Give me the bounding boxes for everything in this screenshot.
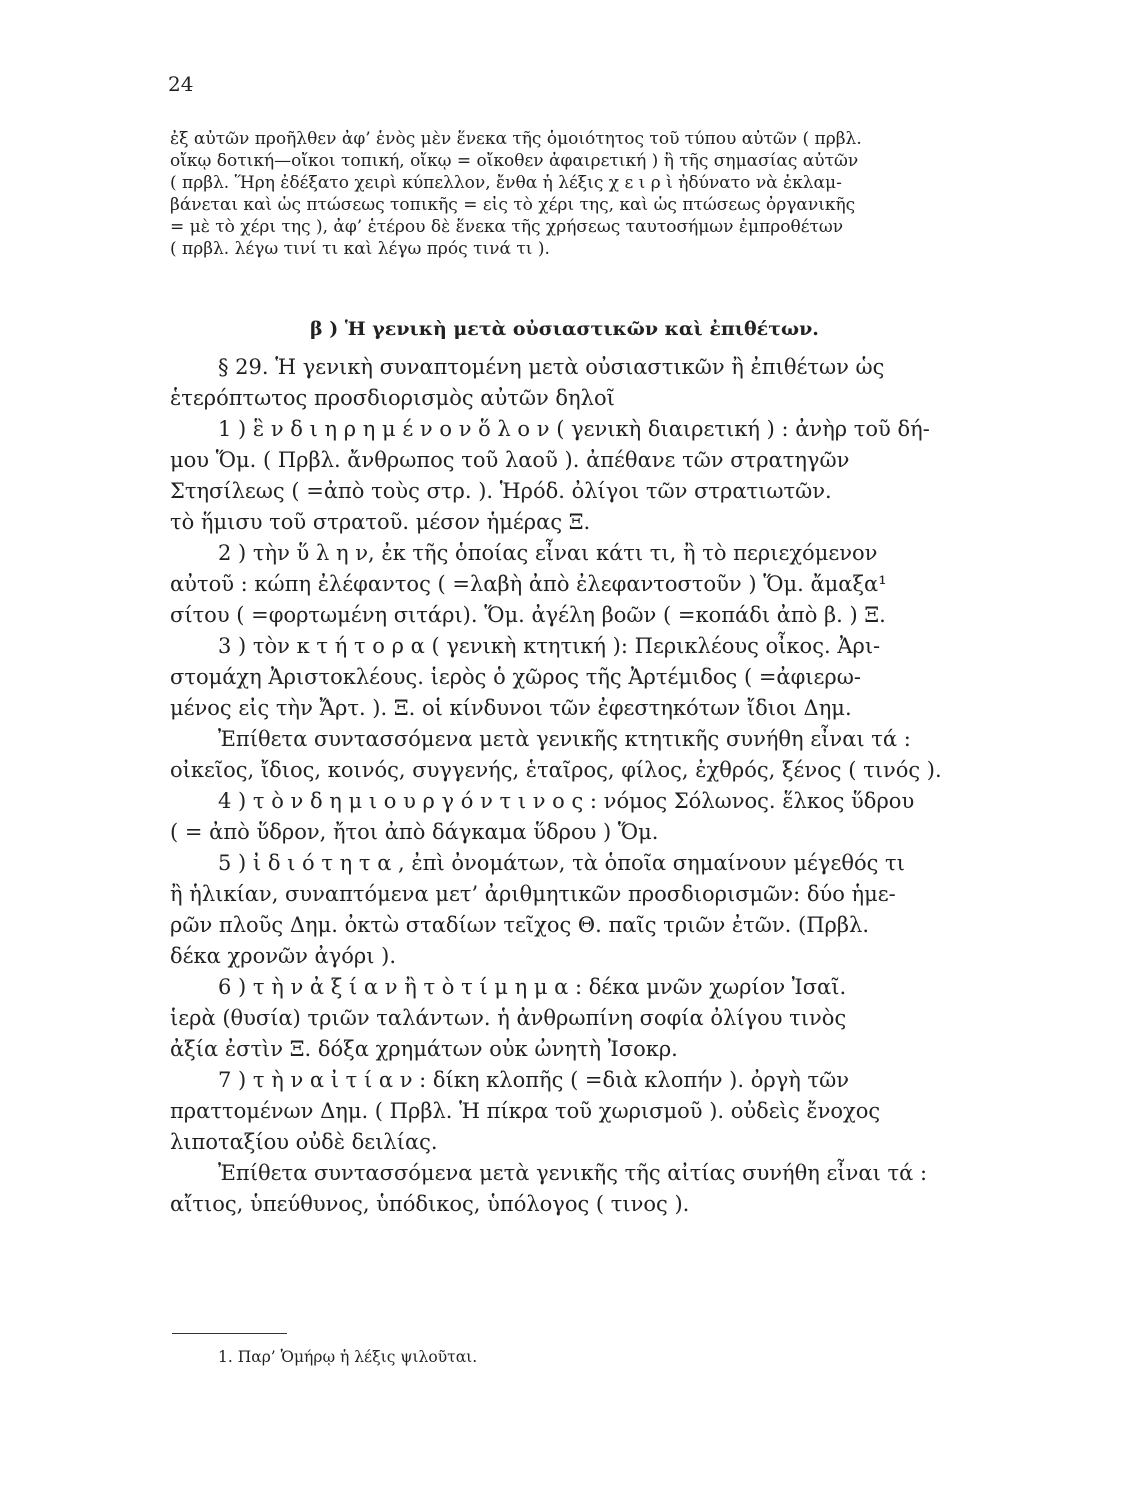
text-line: ( πρβλ. Ἥρη ἐδέξατο χειρὶ κύπελλον, ἔνθα ἡ λέξις χ ε ι ρ ὶ ἠδύνατο νὰ ἐκλαμ- (170, 173, 842, 193)
footnote-rule (172, 1333, 287, 1334)
text-line: Στησίλεως ( =ἀπὸ τοὺς στρ. ). Ἡρόδ. ὀλίγοι τῶν στρατιωτῶν. (170, 479, 832, 503)
text-line: ἀξία ἐστὶν Ξ. δόξα χρημάτων οὐκ ὠνητὴ Ἰσοκρ. (170, 1037, 678, 1061)
text-line: οἰκεῖος, ἴδιος, κοινός, συγγενής, ἑταῖρος, φίλος, ἐχθρός, ξένος ( τινός ). (170, 758, 942, 782)
text-line: ρῶν πλοῦς Δημ. ὀκτὼ σταδίων τεῖχος Θ. παῖς τριῶν ἐτῶν. (Πρβλ. (170, 913, 869, 937)
text-line: ἱερὰ (θυσία) τριῶν ταλάντων. ἡ ἀνθρωπίνη σοφία ὀλίγου τινὸς (170, 1006, 847, 1030)
text-line: Ἐπίθετα συντασσόμενα μετὰ γενικῆς κτητικῆς συνήθη εἶναι τά : (218, 727, 911, 751)
text-line: ( = ἀπὸ ὕδρον, ἤτοι ἀπὸ δάγκαμα ὕδρου ) Ὅμ. (170, 820, 659, 844)
text-line: τὸ ἥμισυ τοῦ στρατοῦ. μέσον ἡμέρας Ξ. (170, 510, 591, 534)
text-line: σίτου ( =φορτωμένη σιτάρι). Ὅμ. ἀγέλη βοῶν ( =κοπάδι ἀπὸ β. ) Ξ. (170, 603, 886, 627)
section-body (170, 352, 1010, 1220)
text-line: μένος εἰς τὴν Ἄρτ. ). Ξ. οἱ κίνδυνοι τῶν ἐφεστηκότων ἴδιοι Δημ. (170, 696, 852, 720)
text-line: ἑτερόπτωτος προσδιορισμὸς αὐτῶν δηλοῖ (170, 386, 615, 410)
text-line: = μὲ τὸ χέρι της ), ἀφ’ ἑτέρου δὲ ἕνεκα τῆς χρήσεως ταυτοσήμων ἐμπροθέτων (170, 217, 844, 237)
text-line: 2 ) τὴν ὕ λ η ν, ἐκ τῆς ὁποίας εἶναι κάτι τι, ἢ τὸ περιεχόμενον (218, 541, 878, 565)
text-line: μου Ὅμ. ( Πρβλ. ἄνθρωπος τοῦ λαοῦ ). ἀπέθανε τῶν στρατηγῶν (170, 448, 850, 472)
text-line: 7 ) τ ὴ ν α ἰ τ ί α ν : δίκη κλοπῆς ( =διὰ κλοπήν ). ὀργὴ τῶν (218, 1068, 850, 1092)
text-line: 4 ) τ ὸ ν δ η μ ι ο υ ρ γ ό ν τ ι ν ο ς : νόμος Σόλωνος. ἕλκος ὕδρου (218, 789, 915, 813)
text-line: Ἐπίθετα συντασσόμενα μετὰ γενικῆς τῆς αἰτίας συνήθη εἶναι τά : (218, 1161, 928, 1185)
text-line: ( πρβλ. λέγω τινί τι καὶ λέγω πρός τινά τι ). (170, 239, 550, 259)
text-line: 6 ) τ ὴ ν ἀ ξ ί α ν ἢ τ ὸ τ ί μ η μ α : δέκα μνῶν χωρίον Ἰσαῖ. (218, 975, 847, 999)
text-line: δέκα χρονῶν ἀγόρι ). (170, 944, 397, 968)
text-line: 1 ) ἓ ν δ ι η ρ η μ έ ν ο ν ὅ λ ο ν ( γενικὴ διαιρετική ) : ἀνὴρ τοῦ δή- (218, 417, 930, 441)
text-line: λιποταξίου οὐδὲ δειλίας. (170, 1130, 438, 1154)
page-number: 24 (168, 72, 194, 96)
text-line: πραττομένων Δημ. ( Πρβλ. Ἡ πίκρα τοῦ χωρισμοῦ ). οὐδεὶς ἔνοχος (170, 1099, 881, 1123)
text-line: βάνεται καὶ ὡς πτώσεως τοπικῆς = εἰς τὸ χέρι της, καὶ ὡς πτώσεως ὀργανικῆς (170, 195, 856, 215)
text-line: αὐτοῦ : κώπη ἐλέφαντος ( =λαβὴ ἀπὸ ἐλεφαντοστοῦν ) Ὅμ. ἄμαξα¹ (170, 572, 887, 596)
text-line: 5 ) ἰ δ ι ό τ η τ α , ἐπὶ ὀνομάτων, τὰ ὁποῖα σημαίνουν μέγεθός τι (218, 851, 905, 875)
text-line: § 29. Ἡ γενικὴ συναπτομένη μετὰ οὐσιαστικῶν ἢ ἐπιθέτων ὡς (218, 355, 885, 379)
text-line: οἴκῳ δοτική—οἴκοι τοπική, οἴκῳ = οἴκοθεν ἀφαιρετική ) ἢ τῆς σημασίας αὐτῶν (170, 151, 859, 171)
text-line: στομάχη Ἀριστοκλέους. ἱερὸς ὁ χῶρος τῆς Ἀρτέμιδος ( =ἀφιερω- (170, 665, 861, 689)
intro-paragraph (170, 128, 1010, 260)
text-line: 3 ) τὸν κ τ ή τ ο ρ α ( γενικὴ κτητική ): Περικλέους οἶκος. Ἀρι- (218, 634, 881, 658)
footnote: 1. Παρ’ Ὁμήρῳ ἡ λέξις ψιλοῦται. (218, 1348, 478, 1366)
text-line: ἢ ἡλικίαν, συναπτόμενα μετ’ ἀριθμητικῶν προσδιορισμῶν: δύο ἡμε- (170, 882, 896, 906)
text-line: αἴτιος, ὑπεύθυνος, ὑπόδικος, ὑπόλογος ( τινος ). (170, 1192, 690, 1216)
text-line: ἐξ αὐτῶν προῆλθεν ἀφ’ ἑνὸς μὲν ἕνεκα τῆς ὁμοιότητος τοῦ τύπου αὐτῶν ( πρβλ. (170, 129, 862, 149)
section-subheading: β ) Ἡ γενικὴ μετὰ οὐσιαστικῶν καὶ ἐπιθέτων. (310, 318, 819, 340)
